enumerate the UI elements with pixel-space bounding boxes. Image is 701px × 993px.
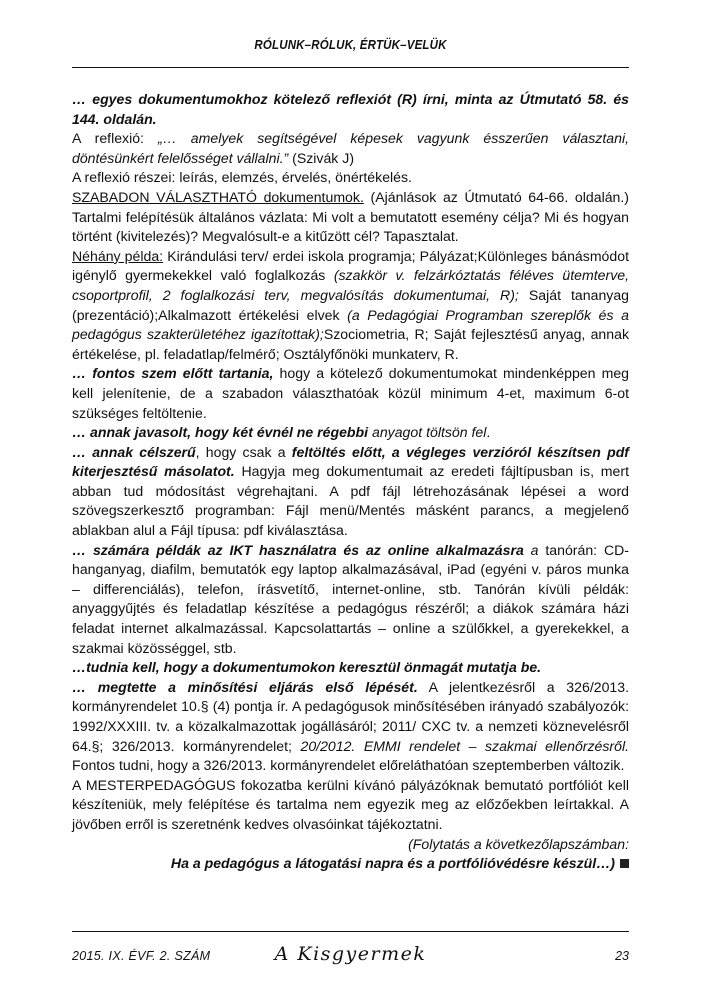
- text-run: Saját tananyag (prezentáció);Alkalmazott értékelési elvek: [72, 286, 630, 323]
- text-run: hogy a kötelező dokumentumokat mindenképpen meg kell jelenítenie, de a szabadon választhatóak közül minimum 4-et, maximum 6-ot szükséges feltöltenie.: [72, 365, 629, 421]
- paragraph-reflexio-parts: [72, 168, 629, 188]
- text-run: Szociometria, R; Saját fejlesztésű anyag, annak értékelése, pl. feladatlap/felmérő; Osztályfőnöki munkaterv, R.: [72, 326, 629, 362]
- paragraph-reflexio-definition: [72, 129, 629, 168]
- page-footer: [72, 943, 629, 967]
- issue-info: 2015. IX. ÉVF. 2. SZÁM: [72, 949, 211, 963]
- header-rule: [72, 67, 629, 68]
- underlined-heading: SZABADON VÁLASZTHATÓ dokumentumok.: [72, 188, 364, 205]
- text-run: (Szivák J): [288, 149, 355, 166]
- bold-lead: … annak célszerű: [72, 443, 196, 460]
- bold-run: Ha a pedagógus a látogatási napra és a portfólióvédésre készül…): [170, 855, 615, 872]
- bold-lead: …tudnia kell, hogy a dokumentumokon keresztül önmagát mutatja be.: [72, 659, 542, 676]
- continuation-note: [72, 835, 629, 855]
- bold-lead: … megtette a minősítési eljárás első lépését.: [72, 678, 418, 695]
- paragraph-important: [72, 364, 629, 423]
- paragraph-optional-documents: [72, 188, 629, 247]
- text-run: Kirándulási terv/ erdei iskola programja; Pályázat;Különleges bánásmódot igénylő gyermekekkel való foglalkozás: [72, 247, 629, 284]
- text-run: A jelentkezésről a 326/2013. kormányrendelet 10.§ (4) pontja ír. A pedagógusok minősítésében irányadó szabályozók: 1992/XXXIII. tv. a közalkalmazottak jogállásáról; 2011/ CXC tv. a nemzeti köznevelésről 64.§; 326/2013. kormányrendelet;: [72, 678, 630, 754]
- paragraph-reflexio-intro: [72, 90, 629, 129]
- page-number: 23: [615, 949, 629, 963]
- italic-run: (szakkör v. felzárkóztatás féléves ütemterve, csoportprofil, 2 foglalkozási terv, megvalósítás dokumentumai, R);: [72, 267, 629, 303]
- paragraph-self-presentation: [72, 658, 629, 678]
- text-run: A reflexió részei: leírás, elemzés, érvelés, önértékelés.: [72, 169, 412, 186]
- italic-run: a: [523, 541, 539, 558]
- text-run: Fontos tudni, hogy a 326/2013. kormányrendelet előreláthatóan szeptemberben változik.: [72, 757, 625, 774]
- end-mark-icon: [620, 859, 629, 868]
- paragraph-ikt: [72, 541, 629, 659]
- text-run: (Ajánlások az Útmutató 64-66. oldalán.) Tartalmi felépítésük általános vázlata: Mi volt a bemutatott esemény célja? Mi és hogyan történt (kivitelezés)? Megvalósult-e a kitűzött cél? Tapasztalat.: [72, 188, 629, 245]
- article-body: [72, 90, 629, 874]
- continuation-title: [72, 854, 629, 874]
- bold-run: feltöltés előtt, a végleges verzióról készítsen pdf kiterjesztésű másolatot.: [72, 443, 629, 480]
- italic-run: (Folytatás a következőlapszámban:: [408, 835, 629, 852]
- journal-name: A Kisgyermek: [274, 943, 427, 965]
- underlined-heading: Néhány példa:: [72, 247, 164, 264]
- paragraph-qualification: [72, 678, 629, 776]
- text-run: Hagyja meg dokumentumait az eredeti fájltípusban is, mert abban tud módosítást végrehajtani. A pdf fájl létrehozásának lépései a word szövegszerkesztő programban: Fájl menü/Mentés másként parancs, a megjelenő ablakban alul a Fájl típusa: pdf kiválasztása.: [72, 463, 629, 539]
- italic-run: anyagot töltsön fel: [368, 424, 487, 441]
- bold-lead: … egyes dokumentumokhoz kötelező reflexiót (R) írni, minta az Útmutató 58. és 144. oldalán.: [72, 91, 629, 127]
- italic-run: (a Pedagógiai Programban szereplők és a pedagógus szakterületéhez igazítottak);: [72, 306, 629, 343]
- italic-run: 20/2012. EMMI rendelet – szakmai ellenőrzésről.: [300, 737, 629, 754]
- bold-lead: … fontos szem előtt tartania,: [72, 365, 274, 382]
- paragraph-recommended: [72, 423, 629, 443]
- text-run: A MESTERPEDAGÓGUS fokozatba kerülni kívánó pályázóknak bemutató portfóliót kell készíteniük, mely felépítése és tartalma nem egyezik meg az előzőekben leírtakkal. A jövőben erről is szeretnénk kedves olvasóinkat tájékoztatni.: [72, 776, 629, 832]
- paragraph-examples: [72, 247, 629, 365]
- text-run: tanórán: CD-hanganyag, diafilm, bemutatók egy laptop alkalmazásával, iPad (egyéni v. páros munka – differenciálás), telefon, írásvetítő, internet-online, stb. Tanórán kívüli példák: anyaggyűjtés és feladatlap készítése a pedagógus részéről; a diákok számára házi feladat internet alkalmazással. Kapcsolattartás – online a szülőkkel, a gyerekekkel, a szakmai közösséggel, stb.: [72, 541, 629, 656]
- footer-rule: [72, 931, 629, 932]
- paragraph-mesterpedagogus: [72, 776, 629, 835]
- text-run: , hogy csak a: [195, 443, 292, 460]
- bold-lead: … számára példák az IKT használatra és az online alkalmazásra: [72, 541, 524, 558]
- text-run: A reflexió:: [72, 130, 158, 147]
- running-header: RÓLUNK–RÓLUK, ÉRTÜK–VELÜK: [254, 38, 447, 52]
- text-run: .: [486, 424, 491, 441]
- paragraph-pdf: [72, 443, 629, 541]
- bold-lead: … annak javasolt, hogy két évnél ne régebbi: [72, 424, 369, 441]
- quote-text: „… amelyek segítségével képesek vagyunk ésszerűen választani, döntésünkért felelősséget vállalni.”: [72, 130, 629, 166]
